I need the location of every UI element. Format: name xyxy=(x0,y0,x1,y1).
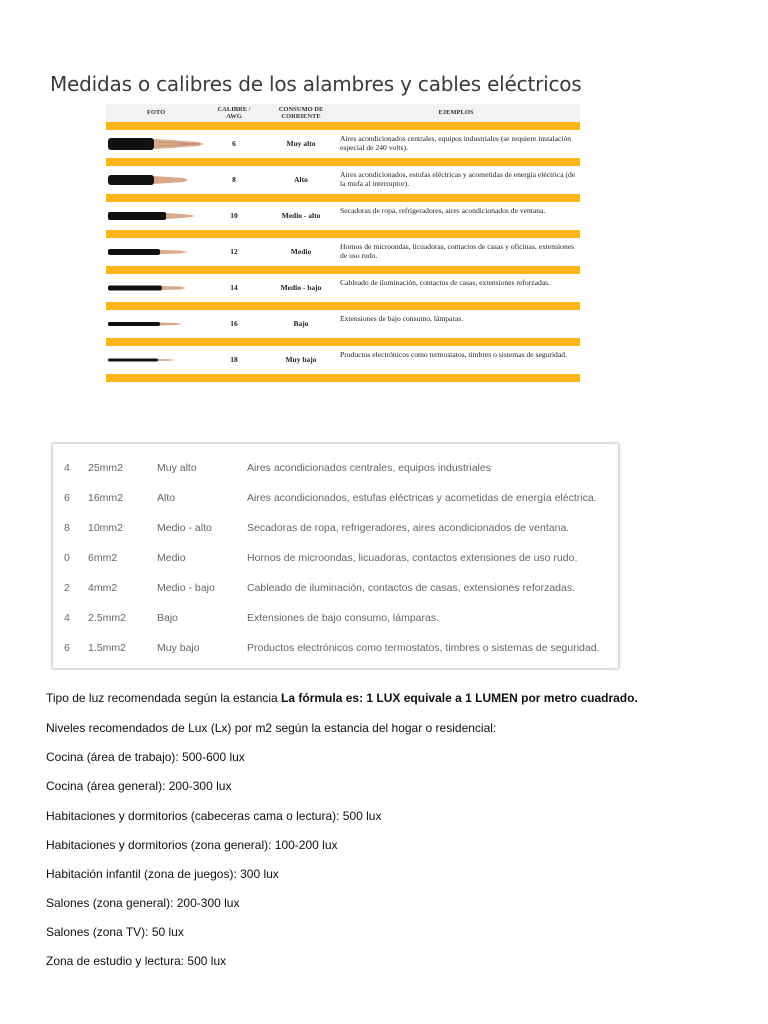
section-mm2: 4mm2 xyxy=(88,582,118,594)
ejemplo: Hornos de microondas, licuadoras, contactos de casas y oficinas, extensiones de uso rudo. xyxy=(340,242,575,260)
consumo: Medio - bajo xyxy=(280,283,322,292)
calibre: 6 xyxy=(232,139,236,148)
ejemplo: Aires acondicionados, estufas eléctricas y acometidas de energía eléctrica. xyxy=(247,492,597,504)
cable-photo xyxy=(108,316,218,332)
section-mm2: 1.5mm2 xyxy=(88,642,126,654)
consumo: Medio - alto xyxy=(157,522,212,534)
consumo: Muy bajo xyxy=(157,642,200,654)
table-header xyxy=(106,104,580,122)
ejemplo: Cableado de iluminación, contactos de casas, extensiones reforzadas. xyxy=(247,582,576,594)
consumo: Medio - alto xyxy=(281,211,321,220)
lux-item: Zona de estudio y lectura: 500 lux xyxy=(46,954,227,968)
row-number: 8 xyxy=(64,522,70,534)
ejemplo: Extensiones de bajo consumo, lámparas. xyxy=(247,612,440,624)
calibre: 14 xyxy=(230,283,238,292)
ejemplo: Hornos de microondas, licuadoras, contactos extensiones de uso rudo. xyxy=(247,552,578,564)
lux-item: Cocina (área general): 200-300 lux xyxy=(46,779,232,793)
row-number: 6 xyxy=(64,492,70,504)
calibre: 10 xyxy=(230,211,238,220)
lux-item: Habitaciones y dormitorios (zona general): 100-200 lux xyxy=(46,838,338,852)
table-row xyxy=(53,633,618,663)
consumo: Muy bajo xyxy=(285,355,317,364)
cable-photo xyxy=(108,244,218,260)
section-mm2: 2.5mm2 xyxy=(88,612,126,624)
table-row xyxy=(106,346,580,374)
page-title: Medidas o calibres de los alambres y cables eléctricos xyxy=(50,72,582,96)
ejemplo: Aires acondicionados, estufas eléctricas y acometidas de energía eléctrica (de la mufa al interruptor). xyxy=(340,170,576,188)
calibre: 12 xyxy=(230,247,238,256)
lux-item: Salones (zona TV): 50 lux xyxy=(46,925,184,939)
accent-bar xyxy=(106,374,580,382)
accent-bar xyxy=(106,194,580,202)
table-row xyxy=(106,238,580,266)
accent-bar xyxy=(106,302,580,310)
accent-bar xyxy=(106,122,580,130)
ejemplo: Secadoras de ropa, refrigeradores, aires acondicionados de ventana. xyxy=(247,522,570,534)
table-row xyxy=(53,603,618,633)
consumo: Bajo xyxy=(293,319,309,328)
consumo: Medio - bajo xyxy=(157,582,215,594)
consumo: Alto xyxy=(294,175,308,184)
formula-text: La fórmula es: 1 LUX equivale a 1 LUMEN por metro cuadrado. xyxy=(281,691,638,705)
cable-photo xyxy=(108,352,218,368)
lux-item: Habitación infantil (zona de juegos): 300 lux xyxy=(46,867,279,881)
section-mm2: 16mm2 xyxy=(88,492,124,504)
table-row xyxy=(106,274,580,302)
cable-photo xyxy=(108,136,218,152)
header-calibre: CALIBRE / AWG xyxy=(217,106,251,120)
consumo: Medio xyxy=(290,247,312,256)
ejemplo: Secadoras de ropa, refrigeradores, aires acondicionados de ventana. xyxy=(340,206,546,215)
cable-table-metric xyxy=(53,444,618,668)
ejemplo: Extensiones de bajo consumo, lámparas. xyxy=(340,314,464,323)
row-number: 0 xyxy=(64,552,70,564)
row-number: 6 xyxy=(64,642,70,654)
ejemplo: Aires acondicionados centrales, equipos industriales xyxy=(247,462,491,474)
table-row xyxy=(53,543,618,573)
lux-item: Cocina (área de trabajo): 500-600 lux xyxy=(46,750,245,764)
cable-photo xyxy=(108,208,218,224)
consumo: Medio xyxy=(157,552,186,564)
table-row xyxy=(53,513,618,543)
ejemplo: Aires acondicionados centrales, equipos industriales (se requiere instalación especial de 240 volts). xyxy=(340,134,572,152)
calibre: 16 xyxy=(230,319,238,328)
table-row xyxy=(53,483,618,513)
header-consumo: CONSUMO DE CORRIENTE xyxy=(278,106,324,120)
section-mm2: 10mm2 xyxy=(88,522,124,534)
cable-photo xyxy=(108,280,218,296)
header-ejemplos: EJEMPLOS xyxy=(438,109,474,116)
lux-heading: Niveles recomendados de Lux (Lx) por m2 según la estancia del hogar o residencial: xyxy=(46,721,497,735)
accent-bar xyxy=(106,158,580,166)
table-row xyxy=(106,310,580,338)
cable-table-image xyxy=(106,104,580,382)
cable-photo xyxy=(108,172,218,188)
consumo: Muy alto xyxy=(286,139,316,148)
intro-line xyxy=(46,691,638,705)
table-row xyxy=(53,453,618,483)
accent-bar xyxy=(106,338,580,346)
ejemplo: Productos electrónicos como termostatos, timbres o sistemas de seguridad. xyxy=(340,350,567,359)
row-number: 4 xyxy=(64,462,70,474)
table-row xyxy=(106,166,580,194)
intro-text: Tipo de luz recomendada según la estancia xyxy=(46,691,282,705)
section-mm2: 6mm2 xyxy=(88,552,118,564)
calibre: 8 xyxy=(232,175,236,184)
table-row xyxy=(53,573,618,603)
accent-bar xyxy=(106,230,580,238)
consumo: Bajo xyxy=(157,612,179,624)
consumo: Muy alto xyxy=(157,462,197,474)
row-number: 2 xyxy=(64,582,70,594)
ejemplo: Cableado de iluminación, contactos de casas, extensiones reforzadas. xyxy=(340,278,551,287)
table-row xyxy=(106,202,580,230)
ejemplo: Productos electrónicos como termostatos, timbres o sistemas de seguridad. xyxy=(247,642,600,654)
row-number: 4 xyxy=(64,612,70,624)
lux-item: Habitaciones y dormitorios (cabeceras cama o lectura): 500 lux xyxy=(46,809,382,823)
table-row xyxy=(106,130,580,158)
consumo: Alto xyxy=(157,492,176,504)
calibre: 18 xyxy=(230,355,238,364)
accent-bar xyxy=(106,266,580,274)
lux-item: Salones (zona general): 200-300 lux xyxy=(46,896,240,910)
header-foto: FOTO xyxy=(146,109,166,116)
section-mm2: 25mm2 xyxy=(88,462,124,474)
